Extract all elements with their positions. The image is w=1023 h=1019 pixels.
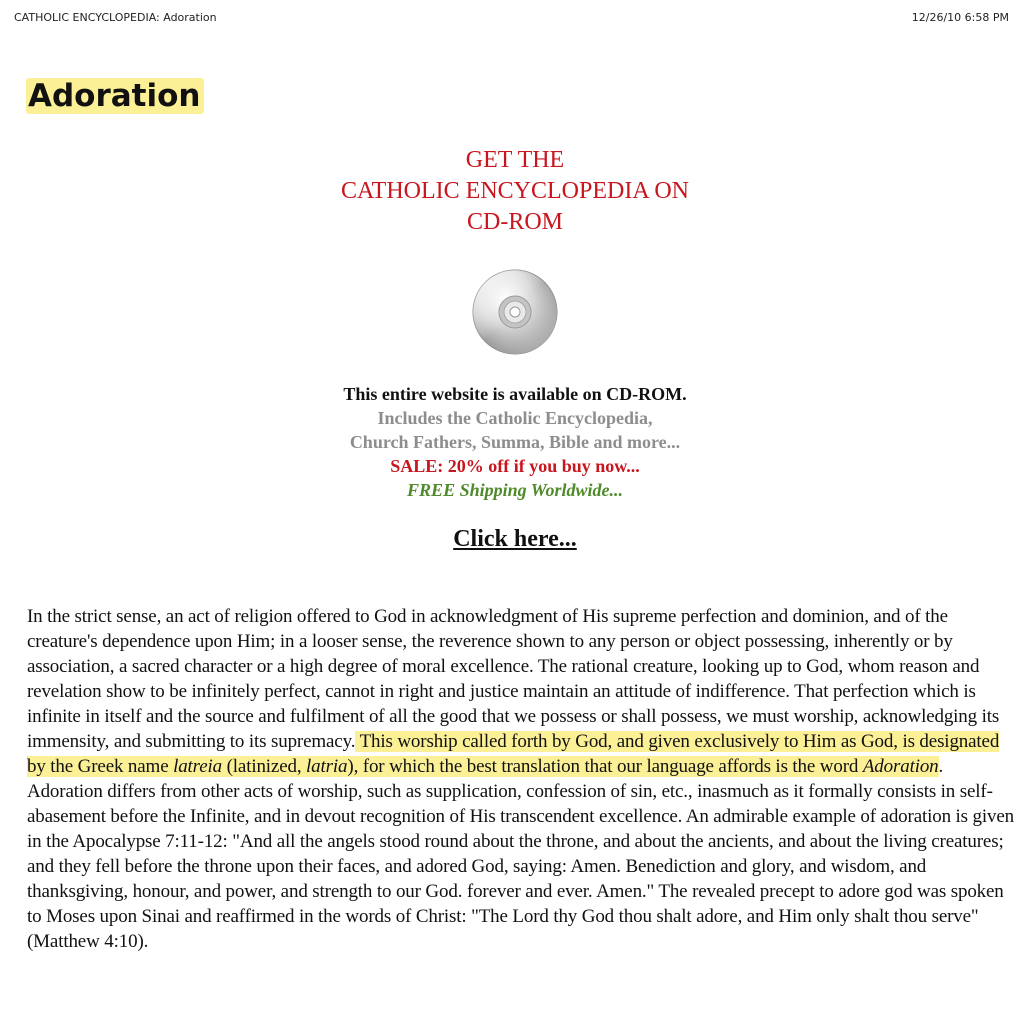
promo-sale: SALE: 20% off if you buy now...: [390, 456, 640, 476]
article-rest: Adoration differs from other acts of worship, such as supplication, confession of sin, etc., inasmuch as it formally consists in self-abasement before the Infinite, and in devout recognition of His transcendent excellence. An admirable example of adoration is given in the Apocalypse 7:11-12: "And all the angels stood round about the throne, and about the ancients, and about the living creatures; and they fell before the throne upon their faces, and adored God, saying: Amen. Benediction and glory, and wisdom, and thanksgiving, honour, and power, and strength to our God. forever and ever. Amen." The revealed precept to adore god was spoken to Moses upon Sinai and reaffirmed in the words of Christ: "The Lord thy God thou shalt adore, and Him only shalt thou serve" (Matthew 4:10).: [27, 781, 1014, 952]
promo-availability: This entire website is available on CD-ROM.: [343, 384, 687, 404]
page-title-container: [26, 78, 204, 114]
promo-heading-line-3: CD-ROM: [466, 209, 563, 235]
cd-rom-promo: [0, 145, 1023, 553]
highlight-text-3: ), for which the best translation that our language affords is the word: [347, 756, 863, 777]
page-title: Adoration: [26, 78, 204, 114]
print-page-label: CATHOLIC ENCYCLOPEDIA: Adoration: [14, 11, 217, 24]
highlight-text-1: This worship called forth by God, and given exclusively to Him as God, is designated by the Greek name: [27, 731, 1000, 777]
print-header: [14, 11, 1009, 24]
highlight-period: .: [938, 756, 944, 777]
click-here-link[interactable]: Click here...: [453, 526, 577, 552]
highlight-text-2: (latinized,: [222, 756, 307, 777]
promo-heading: [0, 145, 1023, 238]
print-datetime: 12/26/10 6:58 PM: [911, 11, 1009, 24]
term-latria: latria: [306, 756, 348, 777]
promo-heading-line-1: GET THE: [465, 147, 565, 173]
promo-includes: Includes the Catholic Encyclopedia,: [377, 408, 653, 428]
promo-heading-line-2: CATHOLIC ENCYCLOPEDIA ON: [341, 178, 689, 204]
promo-includes-more: Church Fathers, Summa, Bible and more...: [349, 432, 681, 452]
article-intro: In the strict sense, an act of religion offered to God in acknowledgment of His supreme perfection and dominion, and of the creature's dependence upon Him; in a looser sense, the reverence shown to any person or object possessing, inherently or by association, a sacred character or a high degree of moral excellence. The rational creature, looking up to God, whom reason and revelation show to be infinitely perfect, cannot in right and justice maintain an attitude of indifference. That perfection which is infinite in itself and the source and fulfilment of all the good that we possess or shall possess, we must worship, acknowledging its immensity, and submitting to its supremacy.: [27, 606, 1000, 752]
term-adoration: Adoration: [862, 756, 939, 777]
cd-disc-icon: [471, 268, 559, 356]
promo-shipping: FREE Shipping Worldwide...: [407, 480, 623, 500]
term-latreia: latreia: [173, 756, 222, 777]
article-body: [27, 604, 1017, 954]
promo-details: [0, 382, 1023, 502]
cd-image-container: [0, 268, 1023, 356]
